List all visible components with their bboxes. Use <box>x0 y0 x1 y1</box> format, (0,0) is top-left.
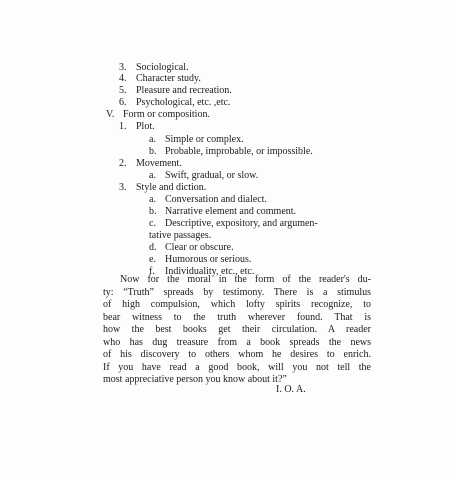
outline-text: Simple or complex. <box>165 134 244 145</box>
outline-marker: 2. <box>119 158 127 169</box>
outline-item <box>119 158 182 170</box>
outline-marker: d. <box>149 242 157 253</box>
outline-marker: 6. <box>119 97 127 108</box>
outline-marker: a. <box>149 170 156 181</box>
outline-item <box>149 206 296 218</box>
outline-item <box>149 218 318 230</box>
outline-marker: 3. <box>119 182 127 193</box>
outline-text: Plot. <box>136 121 155 132</box>
paragraph-line: how the best books get their circulation. A reader <box>103 324 371 335</box>
outline-marker: e. <box>149 254 156 265</box>
outline-item <box>119 182 206 194</box>
paragraph-line: of his discovery to others whom he desires to enrich. <box>103 349 371 360</box>
outline-marker: b. <box>149 206 157 217</box>
outline-text: Probable, improbable, or impossible. <box>165 146 313 157</box>
outline-text: Individuality, etc., etc. <box>165 266 255 277</box>
outline-text: Form or composition. <box>123 109 210 120</box>
outline-text: Style and diction. <box>136 182 207 193</box>
outline-marker: a. <box>149 134 156 145</box>
signature: I. O. A. <box>276 384 306 395</box>
outline-text: Swift, gradual, or slow. <box>165 170 259 181</box>
body-paragraph <box>103 274 371 387</box>
outline-text: Character study. <box>136 73 201 84</box>
outline-text: tative passages. <box>149 230 212 241</box>
paragraph-line: If you have read a good book, will you not tell the <box>103 361 371 373</box>
paragraph-line: of high compulsion, which lofty spirits recognize, to <box>103 299 371 310</box>
outline-item <box>119 85 232 97</box>
outline-marker: 1. <box>119 121 127 132</box>
outline-text: Descriptive, expository, and argumen- <box>165 218 318 229</box>
outline-item <box>149 134 244 146</box>
paragraph-line: Now for the moral in the form of the reader's du- <box>120 274 371 285</box>
outline-item <box>149 254 251 266</box>
outline-marker: b. <box>149 146 157 157</box>
outline-marker: V. <box>106 109 115 120</box>
outline-item <box>106 109 210 121</box>
outline-item <box>119 97 230 109</box>
outline-marker: c. <box>149 218 156 229</box>
outline-text: Clear or obscure. <box>165 242 234 253</box>
outline-item <box>119 73 201 85</box>
outline-text: Humorous or serious. <box>165 254 252 265</box>
paragraph-line: most appreciative person you know about it?” <box>103 374 287 385</box>
outline-text: Sociological. <box>136 62 189 73</box>
outline-marker: 3. <box>119 62 127 73</box>
outline-marker: f. <box>149 266 155 277</box>
outline-text: Narrative element and comment. <box>165 206 297 217</box>
paragraph-line: who has dug treasure from a book spreads the news <box>103 336 371 348</box>
outline-item <box>149 194 267 206</box>
paragraph-line: bear witness to the truth wherever found. That is <box>103 311 371 323</box>
outline-marker: a. <box>149 194 156 205</box>
outline-text: Conversation and dialect. <box>165 194 267 205</box>
outline-item <box>149 170 258 182</box>
outline-text: Pleasure and recreation. <box>136 85 232 96</box>
outline-text: Movement. <box>136 158 182 169</box>
outline-item <box>119 121 155 133</box>
outline-marker: 4. <box>119 73 127 84</box>
outline-marker: 5. <box>119 85 127 96</box>
paragraph-line: ty: “Truth” spreads by testimony. There is a stimulus <box>103 286 371 298</box>
outline-item <box>149 230 211 242</box>
outline-text: Psychological, etc. ,etc. <box>136 97 231 108</box>
outline-item <box>149 146 313 158</box>
outline-item <box>149 242 234 254</box>
